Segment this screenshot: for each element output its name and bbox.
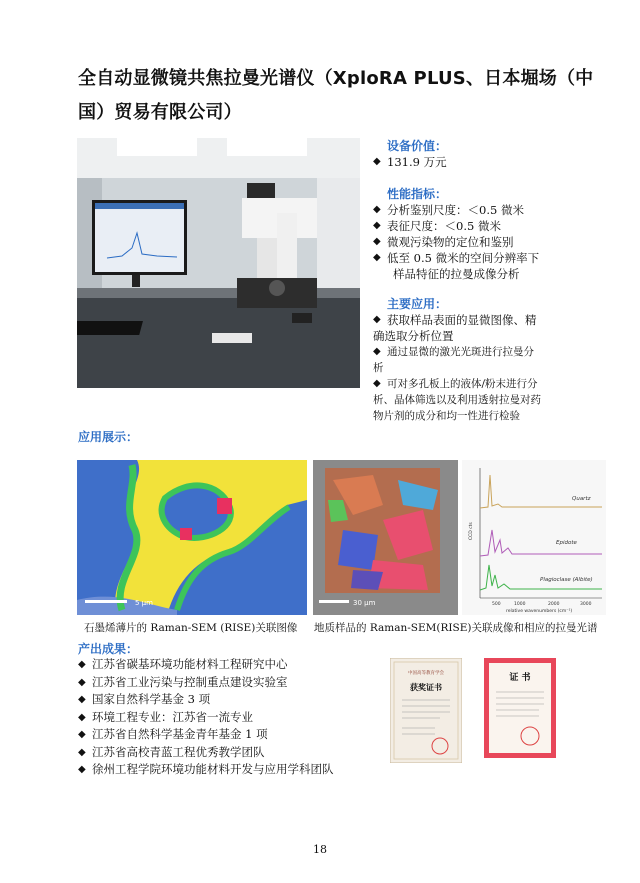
scale-label-left: 5 μm	[135, 599, 153, 607]
instrument-photo-drawing	[77, 138, 360, 388]
performance-item: ◆ 微观污染物的定位和鉴别	[373, 234, 588, 250]
application-item-2-line-1: ◆ 通过显微的激光光斑进行拉曼分	[373, 344, 588, 360]
outcome-item: ◆ 江苏省自然科学基金青年基金 1 项	[78, 726, 378, 744]
outcome-item: ◆ 江苏省碳基环境功能材料工程研究中心	[78, 656, 378, 674]
outcomes-list	[78, 656, 378, 779]
award-certificate-drawing	[390, 658, 462, 763]
showcase-heading: 应用展示：	[78, 430, 139, 444]
application-item-3-line-2: 析、晶体筛选以及利用透射拉曼对药	[373, 394, 541, 406]
page-number: 18	[313, 843, 327, 856]
spectrum-label-epidote: Epidote	[556, 540, 577, 546]
application-item-2-line-2: 析	[373, 362, 384, 374]
cert1-header: 中国高等教育学会	[408, 671, 444, 676]
geology-raman-map	[313, 460, 458, 615]
raman-spectra-figure	[462, 460, 606, 615]
instrument-photo	[77, 138, 360, 388]
performance-item: ◆ 低至 0.5 微米的空间分辨率下	[373, 250, 588, 266]
value-heading: 设备价值：	[387, 139, 448, 153]
raman-spectra-drawing	[462, 460, 606, 615]
spectrum-label-plagioclase: Plagioclase (Albite)	[540, 577, 593, 583]
outcome-item: ◆ 徐州工程学院环境功能材料开发与应用学科团队	[78, 761, 378, 779]
cert1-title: 获奖证书	[410, 683, 442, 692]
graphene-map-drawing	[77, 460, 307, 615]
certificate	[484, 658, 556, 758]
caption-geology: 地质样品的 Raman-SEM(RISE)关联成像和相应的拉曼光谱	[314, 622, 598, 634]
value-item: ◆ 131.9 万元	[373, 154, 588, 170]
spectrum-y-label: CCD cts	[469, 522, 474, 540]
application-heading: 主要应用：	[387, 297, 448, 311]
outcome-item: ◆ 国家自然科学基金 3 项	[78, 691, 378, 709]
caption-graphene: 石墨烯薄片的 Raman-SEM (RISE)关联图像	[84, 622, 298, 634]
application-item-1-line-2: 确选取分析位置	[373, 329, 454, 343]
performance-heading: 性能指标：	[387, 187, 448, 201]
outcome-item: ◆ 江苏省工业污染与控制重点建设实验室	[78, 674, 378, 692]
spectrum-tick: 3000	[580, 602, 592, 607]
performance-continuation: 样品特征的拉曼成像分析	[393, 267, 520, 281]
application-item-1-line-1: ◆ 获取样品表面的显微图像、精	[373, 312, 588, 328]
outcome-item: ◆ 环境工程专业：江苏省一流专业	[78, 709, 378, 727]
outcomes-heading: 产出成果：	[78, 642, 139, 656]
certificate-drawing	[484, 658, 556, 758]
cert2-title: 证 书	[509, 673, 531, 683]
scale-label-right: 30 μm	[353, 599, 376, 607]
spectrum-x-label: relative wavenumbers (cm⁻¹)	[506, 609, 573, 614]
performance-item: ◆ 表征尺度：＜0.5 微米	[373, 218, 588, 234]
spectrum-tick: 500	[492, 602, 501, 607]
graphene-raman-map	[77, 460, 307, 615]
outcome-item: ◆ 江苏省高校青蓝工程优秀教学团队	[78, 744, 378, 762]
page-title: 全自动显微镜共焦拉曼光谱仪（XploRA PLUS、日本堀场（中国）贸易有限公司）	[78, 68, 594, 123]
application-item-3-line-3: 物片剂的成分和均一性进行检验	[373, 410, 520, 422]
performance-item: ◆ 分析鉴别尺度：＜0.5 微米	[373, 202, 588, 218]
geology-map-drawing	[313, 460, 458, 615]
spec-column	[373, 138, 588, 424]
award-certificate	[390, 658, 462, 763]
spectrum-label-quartz: Quartz	[572, 496, 591, 502]
spectrum-tick: 2000	[548, 602, 560, 607]
application-item-3-line-1: ◆ 可对多孔板上的液体/粉末进行分	[373, 376, 588, 392]
spectrum-tick: 1000	[514, 602, 526, 607]
